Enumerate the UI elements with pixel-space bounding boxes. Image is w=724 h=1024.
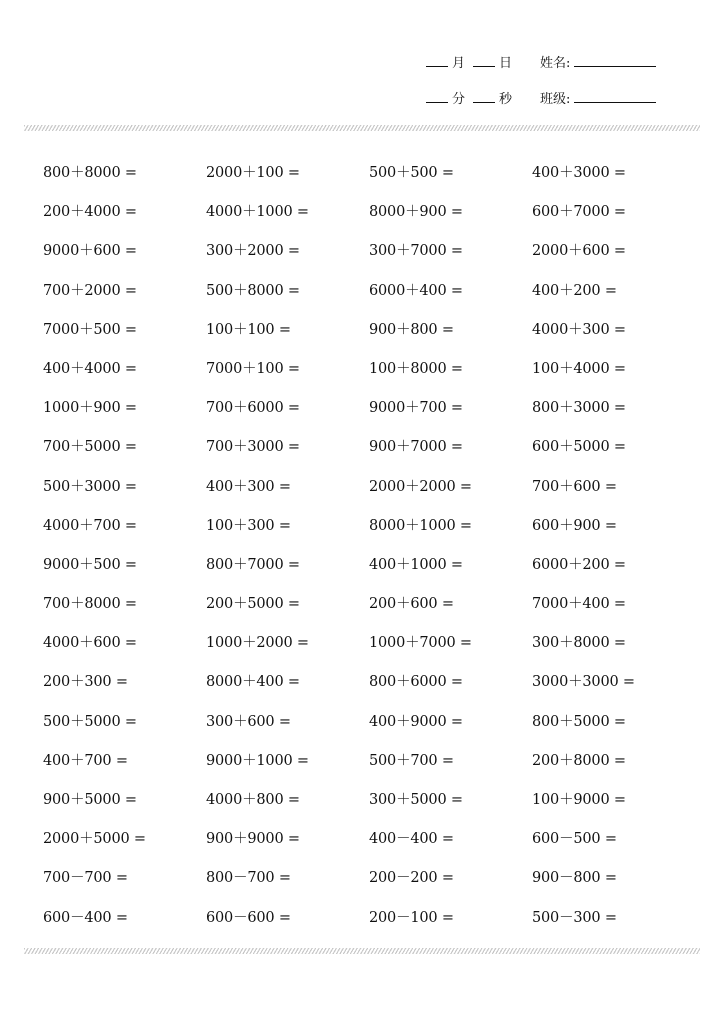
- problem-item: 2000＋5000 =: [43, 831, 146, 848]
- date-fields: [426, 52, 520, 74]
- problem-item: 200＋300 =: [43, 674, 128, 691]
- second-label: 秒: [499, 92, 513, 107]
- problem-item: 8000＋400 =: [206, 674, 300, 691]
- problem-item: 800＋5000 =: [532, 713, 626, 730]
- problem-item: 4000＋700 =: [43, 517, 137, 534]
- problem-item: 200＋5000 =: [206, 596, 300, 613]
- problem-item: 400－400 =: [369, 831, 454, 848]
- problem-item: 500＋3000 =: [43, 478, 137, 495]
- problem-item: 900＋7000 =: [369, 439, 463, 456]
- problem-item: 900＋5000 =: [43, 792, 137, 808]
- problem-item: 4000＋600 =: [43, 635, 137, 652]
- problem-item: 400＋300 =: [206, 478, 291, 495]
- problem-item: 200＋8000 =: [532, 752, 626, 769]
- problem-item: 500＋700 =: [369, 752, 454, 769]
- problem-item: 400＋200 =: [532, 282, 617, 299]
- problem-item: 6000＋200 =: [532, 556, 626, 573]
- problem-item: 900＋9000 =: [206, 831, 300, 848]
- problem-item: 800＋7000 =: [206, 556, 300, 573]
- problem-item: 6000＋400 =: [369, 282, 463, 299]
- problem-item: 2000＋100 =: [206, 165, 300, 181]
- problem-item: 200－100 =: [369, 909, 454, 926]
- class-field-group: [540, 88, 656, 110]
- problem-item: 9000＋500 =: [43, 556, 137, 573]
- problem-item: 8000＋1000 =: [369, 517, 472, 534]
- problem-item: 700＋2000 =: [43, 282, 137, 299]
- problem-item: 3000＋3000 =: [532, 674, 635, 691]
- top-divider: [24, 125, 700, 131]
- problem-item: 700＋8000 =: [43, 596, 137, 613]
- problem-item: 100＋300 =: [206, 517, 291, 534]
- problem-item: 2000＋600 =: [532, 243, 626, 260]
- problem-item: 1000＋900 =: [43, 400, 137, 417]
- month-label: 月: [452, 56, 466, 71]
- problem-item: 300＋600 =: [206, 713, 291, 730]
- problem-item: 800＋3000 =: [532, 400, 626, 417]
- problem-item: 9000＋600 =: [43, 243, 137, 260]
- problem-item: 400＋3000 =: [532, 165, 626, 181]
- name-blank[interactable]: [574, 52, 656, 67]
- class-label: 班级:: [540, 92, 571, 107]
- problem-item: 700－700 =: [43, 870, 128, 887]
- name-label: 姓名:: [540, 56, 571, 71]
- problem-item: 900－800 =: [532, 870, 617, 887]
- problem-item: 400＋1000 =: [369, 556, 463, 573]
- problem-grid: [43, 154, 703, 938]
- class-blank[interactable]: [574, 88, 656, 103]
- problem-item: 100＋9000 =: [532, 792, 626, 808]
- problem-item: 700＋3000 =: [206, 439, 300, 456]
- day-blank[interactable]: [473, 52, 495, 67]
- problem-item: 600＋7000 =: [532, 204, 626, 221]
- problem-item: 300＋8000 =: [532, 635, 626, 652]
- problem-item: 200＋4000 =: [43, 204, 137, 221]
- problem-item: 7000＋100 =: [206, 360, 300, 377]
- problem-item: 400＋9000 =: [369, 713, 463, 730]
- problem-item: 600＋900 =: [532, 517, 617, 534]
- problem-item: 9000＋1000 =: [206, 752, 309, 769]
- problem-item: 9000＋700 =: [369, 400, 463, 417]
- problem-item: 100＋4000 =: [532, 360, 626, 377]
- problem-item: 1000＋2000 =: [206, 635, 309, 652]
- problem-item: 4000＋300 =: [532, 321, 626, 338]
- problem-item: 8000＋900 =: [369, 204, 463, 221]
- name-field-group: [540, 52, 656, 74]
- problem-item: 800＋8000 =: [43, 165, 137, 181]
- problem-item: 400＋4000 =: [43, 360, 137, 377]
- problem-item: 2000＋2000 =: [369, 478, 472, 495]
- problem-item: 500＋500 =: [369, 165, 454, 181]
- minute-label: 分: [452, 92, 466, 107]
- problem-item: 600＋5000 =: [532, 439, 626, 456]
- problem-item: 4000＋800 =: [206, 792, 300, 808]
- problem-item: 700＋6000 =: [206, 400, 300, 417]
- day-label: 日: [499, 56, 513, 71]
- problem-item: 300＋7000 =: [369, 243, 463, 260]
- problem-item: 300＋5000 =: [369, 792, 463, 808]
- problem-item: 500－300 =: [532, 909, 617, 926]
- problem-item: 600－500 =: [532, 831, 617, 848]
- second-blank[interactable]: [473, 88, 495, 103]
- problem-item: 900＋800 =: [369, 321, 454, 338]
- problem-item: 4000＋1000 =: [206, 204, 309, 221]
- problem-item: 700＋5000 =: [43, 439, 137, 456]
- problem-item: 600－600 =: [206, 909, 291, 926]
- time-fields: [426, 88, 520, 110]
- problem-item: 100＋8000 =: [369, 360, 463, 377]
- problem-item: 500＋5000 =: [43, 713, 137, 730]
- problem-item: 200＋600 =: [369, 596, 454, 613]
- problem-item: 600－400 =: [43, 909, 128, 926]
- problem-item: 800＋6000 =: [369, 674, 463, 691]
- month-blank[interactable]: [426, 52, 448, 67]
- problem-item: 1000＋7000 =: [369, 635, 472, 652]
- problem-item: 700＋600 =: [532, 478, 617, 495]
- problem-item: 500＋8000 =: [206, 282, 300, 299]
- problem-item: 200－200 =: [369, 870, 454, 887]
- bottom-divider: [24, 948, 700, 954]
- problem-item: 300＋2000 =: [206, 243, 300, 260]
- problem-item: 400＋700 =: [43, 752, 128, 769]
- problem-item: 7000＋400 =: [532, 596, 626, 613]
- problem-item: 7000＋500 =: [43, 321, 137, 338]
- minute-blank[interactable]: [426, 88, 448, 103]
- problem-item: 100＋100 =: [206, 321, 291, 338]
- problem-item: 800－700 =: [206, 870, 291, 887]
